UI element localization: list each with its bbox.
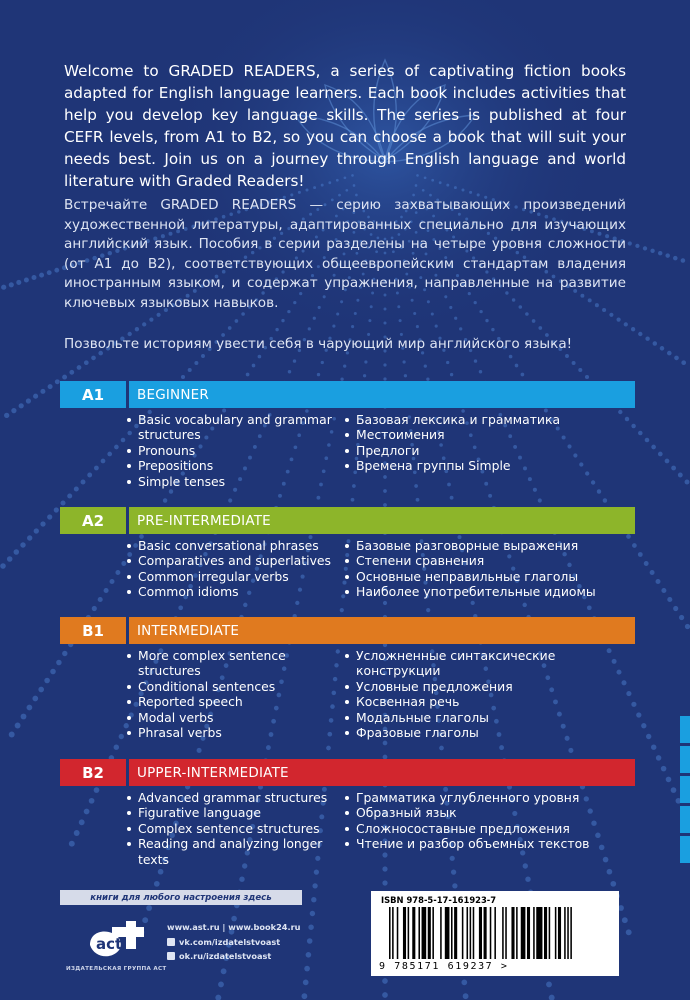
- level-code: A2: [60, 507, 126, 534]
- level-b2-section: [60, 759, 635, 867]
- ok-link[interactable]: ok.ru/izdatelstvoast: [179, 951, 272, 962]
- list-item: Conditional sentences: [126, 679, 344, 694]
- list-item: Modal verbs: [126, 710, 344, 725]
- list-item: Предлоги: [344, 443, 634, 458]
- vk-link[interactable]: vk.com/izdatelstvoast: [179, 936, 281, 947]
- level-a1-section: [60, 381, 635, 489]
- contact-links: [167, 920, 300, 964]
- level-b2-russian-list: [344, 790, 634, 867]
- ok-icon: [167, 952, 175, 960]
- level-b1-header: [60, 617, 635, 644]
- list-item: Модальные глаголы: [344, 710, 634, 725]
- list-item: Базовая лексика и грамматика: [344, 412, 634, 427]
- level-code: B2: [60, 759, 126, 786]
- list-item: Чтение и разбор объемных текстов: [344, 836, 634, 851]
- publisher-name: ИЗДАТЕЛЬСКАЯ ГРУППА АСТ: [66, 966, 167, 972]
- level-a2-russian-list: [344, 538, 634, 600]
- list-item: More complex sentence structures: [126, 648, 344, 679]
- list-item: Comparatives and superlatives: [126, 553, 344, 568]
- level-name: UPPER-INTERMEDIATE: [129, 759, 635, 786]
- level-b2-english-list: [126, 790, 344, 867]
- list-item: Усложненные синтаксические конструкции: [344, 648, 634, 679]
- list-item: Basic conversational phrases: [126, 538, 344, 553]
- level-b1-section: [60, 617, 635, 740]
- list-item: Reported speech: [126, 694, 344, 709]
- intro-russian-paragraph: Встречайте GRADED READERS — серию захватывающих произведений художественной литературы, адаптированных специально для изучающих английский язык. Пособия в серии разделены на четыре уровня сложности (от А1 до В2), соответствующих общеевропейским стандартам владения иностранным языком, и содержат упражнения, направленные на развитие ключевых языковых навыков.: [64, 197, 626, 311]
- level-a2-section: [60, 507, 635, 600]
- barcode-icon: [379, 907, 611, 963]
- side-tab-a1: [680, 836, 690, 863]
- websites-link[interactable]: www.ast.ru | www.book24.ru: [167, 922, 301, 933]
- list-item: Степени сравнения: [344, 553, 634, 568]
- list-item: Косвенная речь: [344, 694, 634, 709]
- side-tab-a1: [680, 806, 690, 833]
- list-item: Условные предложения: [344, 679, 634, 694]
- list-item: Figurative language: [126, 805, 344, 820]
- level-b2-header: [60, 759, 635, 786]
- list-item: Common irregular verbs: [126, 569, 344, 584]
- level-a2-english-list: [126, 538, 344, 600]
- level-a2-header: [60, 507, 635, 534]
- list-item: Pronouns: [126, 443, 344, 458]
- level-b1-russian-list: [344, 648, 634, 740]
- side-tab-a1: [680, 746, 690, 773]
- list-item: Сложносоставные предложения: [344, 821, 634, 836]
- tagline-strip: книги для любого настроения здесь: [60, 890, 302, 905]
- level-a1-english-list: [126, 412, 344, 489]
- side-tab-a1: [680, 716, 690, 743]
- isbn-barcode-box: [371, 891, 619, 976]
- list-item: Phrasal verbs: [126, 725, 344, 740]
- list-item: Базовые разговорные выражения: [344, 538, 634, 553]
- list-item: Reading and analyzing longer texts: [126, 836, 344, 867]
- list-item: Времена группы Simple: [344, 458, 634, 473]
- level-code: B1: [60, 617, 126, 644]
- isbn-label: ISBN 978-5-17-161923-7: [381, 895, 497, 905]
- intro-russian-closing: Позвольте историям увести себя в чарующий мир английского языка!: [64, 336, 573, 352]
- level-code: A1: [60, 381, 126, 408]
- level-a1-russian-list: [344, 412, 634, 489]
- list-item: Complex sentence structures: [126, 821, 344, 836]
- list-item: Advanced grammar structures: [126, 790, 344, 805]
- barcode-digits: 9 785171 619237 >: [379, 961, 509, 972]
- level-name: INTERMEDIATE: [129, 617, 635, 644]
- list-item: Simple tenses: [126, 474, 344, 489]
- level-a1-header: [60, 381, 635, 408]
- vk-icon: [167, 938, 175, 946]
- list-item: Образный язык: [344, 805, 634, 820]
- logo-text: act: [96, 935, 123, 953]
- list-item: Prepositions: [126, 458, 344, 473]
- list-item: Грамматика углубленного уровня: [344, 790, 634, 805]
- list-item: Наиболее употребительные идиомы: [344, 584, 634, 599]
- list-item: Основные неправильные глаголы: [344, 569, 634, 584]
- intro-english-paragraph: Welcome to GRADED READERS, a series of captivating fiction books adapted for English language learners. Each book includes activities that help you develop key language skills. The series is published at four CEFR levels, from A1 to B2, so you can choose a book that will suit your needs best. Join us on a journey through English language and world literature with Graded Readers!: [64, 62, 626, 190]
- list-item: Местоимения: [344, 427, 634, 442]
- list-item: Фразовые глаголы: [344, 725, 634, 740]
- level-name: PRE-INTERMEDIATE: [129, 507, 635, 534]
- level-name: BEGINNER: [129, 381, 635, 408]
- level-b1-english-list: [126, 648, 344, 740]
- ast-logo: [82, 915, 148, 967]
- side-tab-a1: [680, 776, 690, 803]
- list-item: Common idioms: [126, 584, 344, 599]
- list-item: Basic vocabulary and grammar structures: [126, 412, 344, 443]
